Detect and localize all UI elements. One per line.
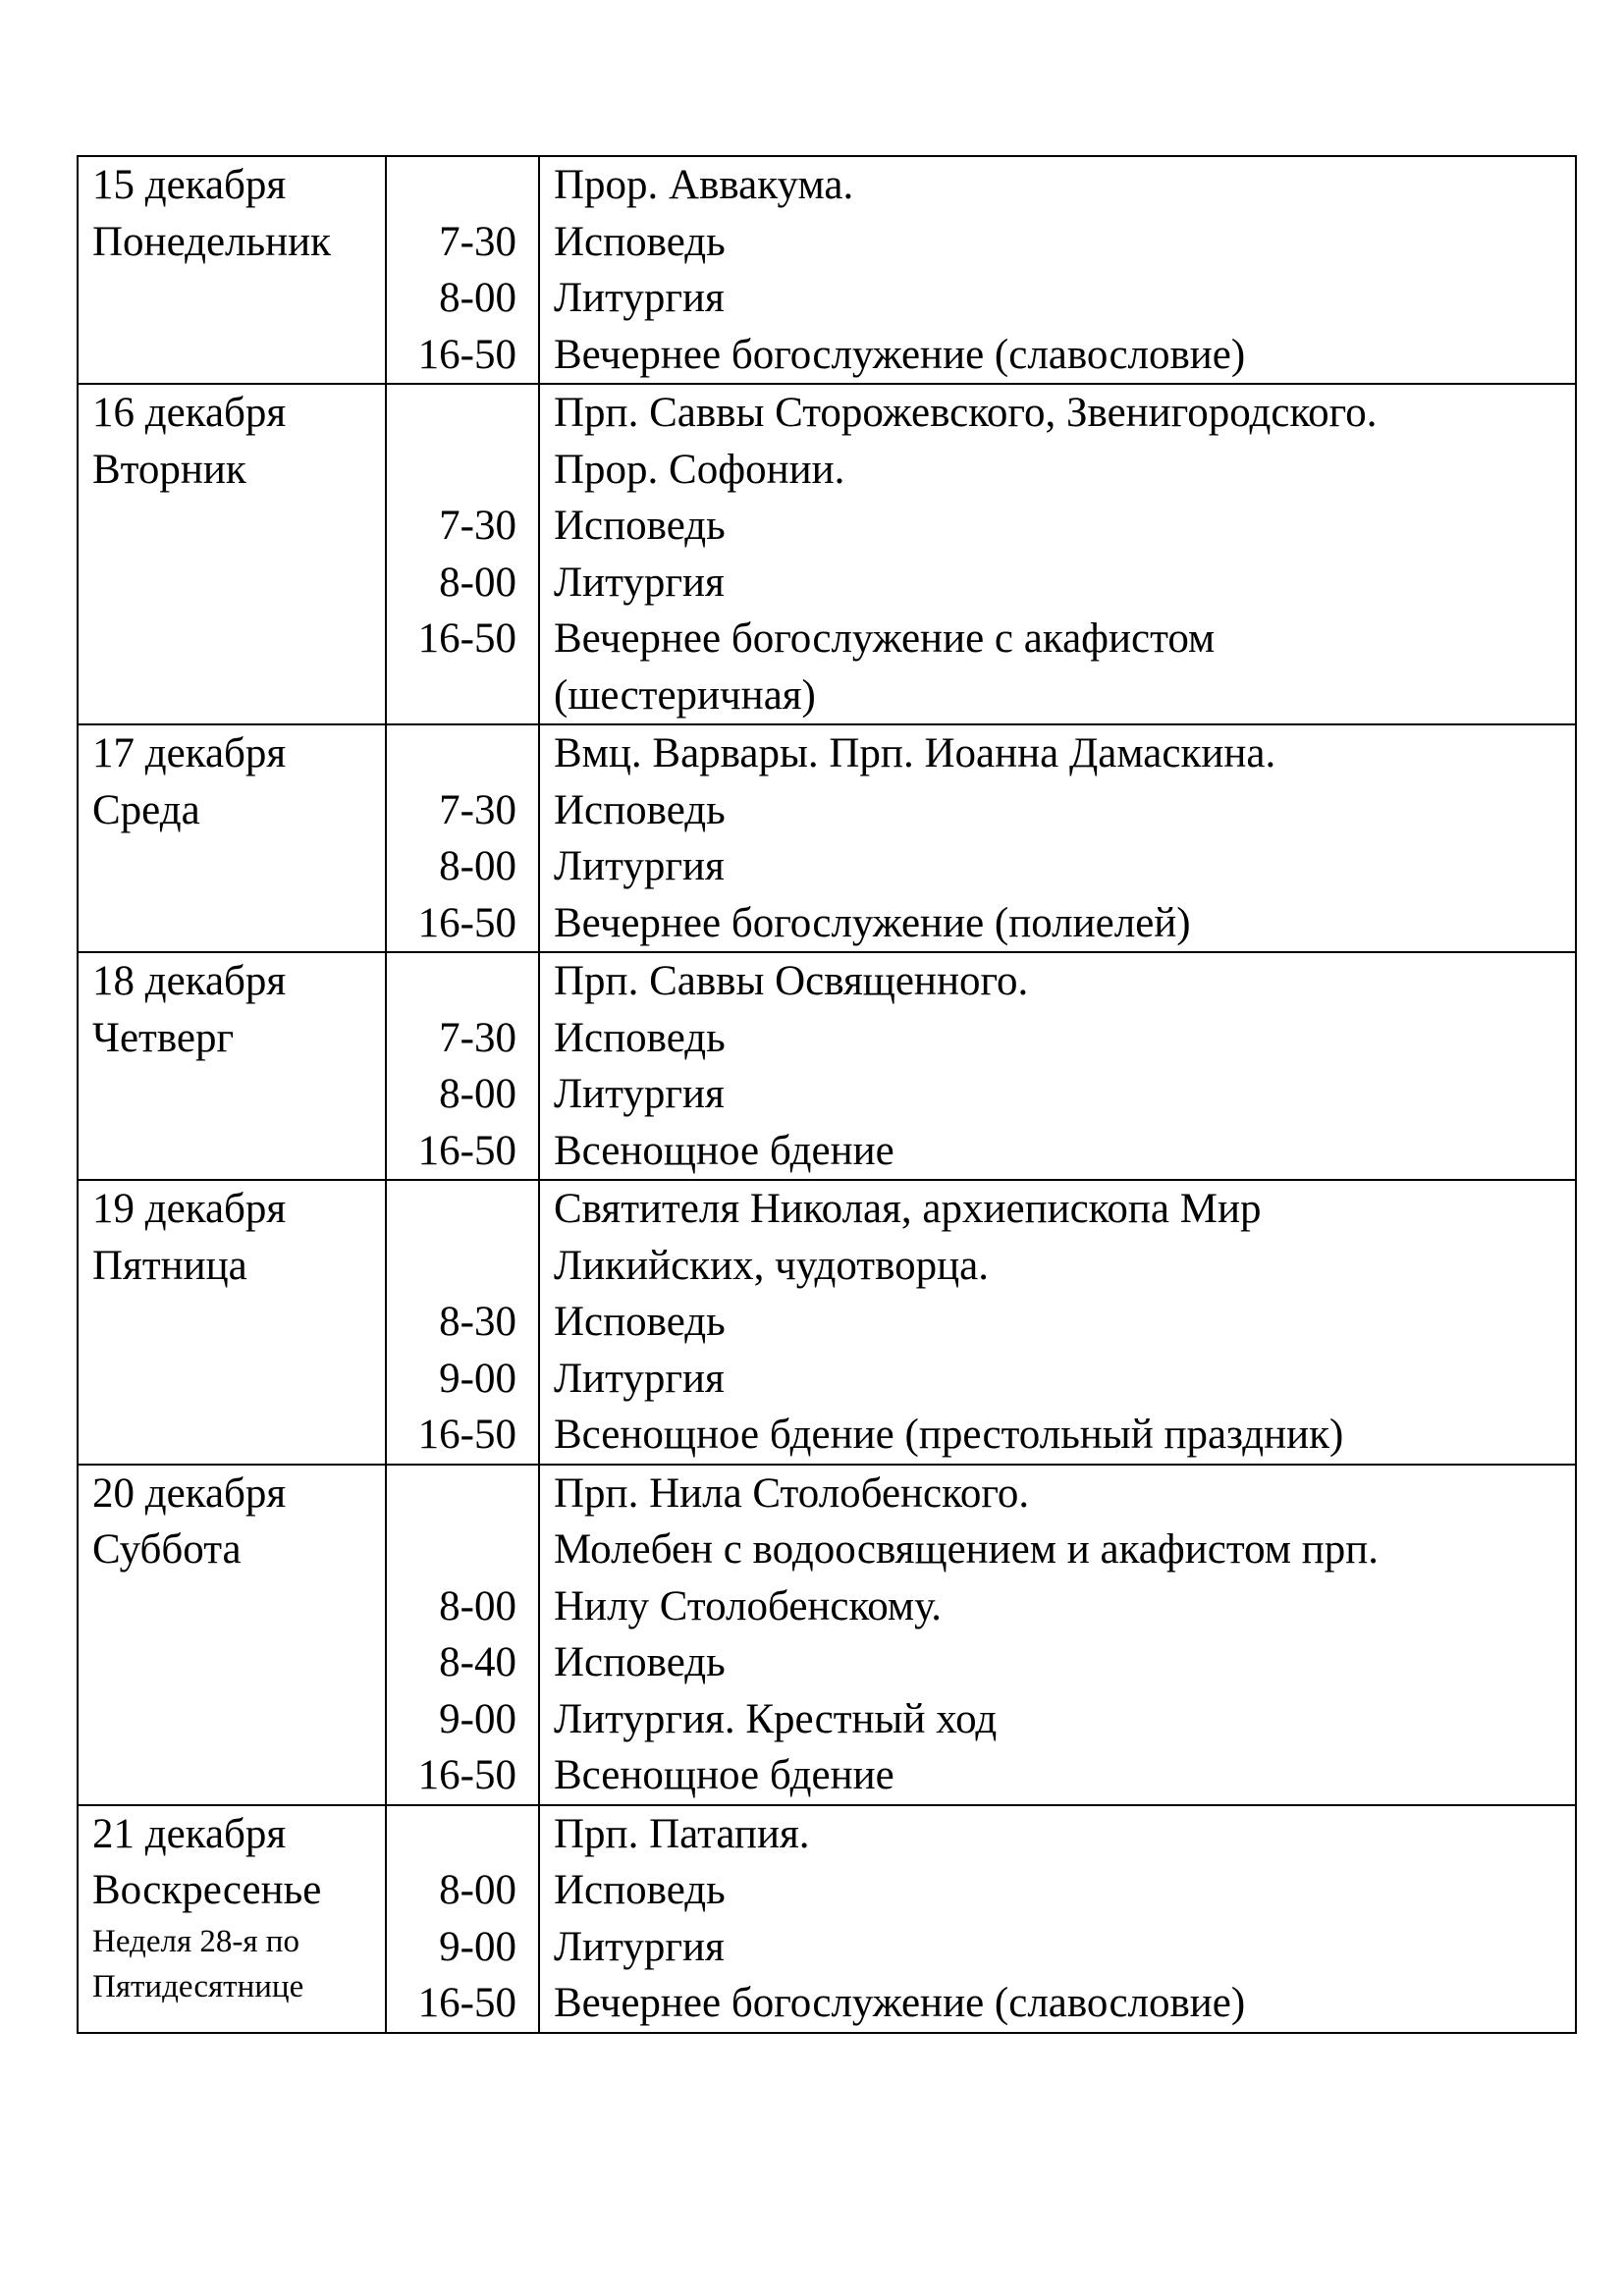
description-cell bbox=[539, 156, 1576, 384]
time-label: 7-30 bbox=[439, 786, 516, 833]
time-label bbox=[387, 157, 516, 214]
service-text: Прор. Софонии. bbox=[554, 446, 845, 493]
time-cell bbox=[386, 156, 539, 384]
time-label bbox=[387, 385, 516, 442]
date-label: 20 декабря bbox=[92, 1469, 287, 1517]
time-label: 7-30 bbox=[439, 218, 516, 265]
weekday-label: Среда bbox=[92, 786, 200, 833]
time-label: 9-00 bbox=[439, 1923, 516, 1970]
time-label bbox=[387, 1181, 516, 1238]
service-text: Ликийских, чудотворца. bbox=[554, 1242, 989, 1289]
service-text: Вечернее богослужение (славословие) bbox=[554, 331, 1246, 378]
date-label: 15 декабря bbox=[92, 162, 287, 208]
time-label: 9-00 bbox=[439, 1355, 516, 1402]
schedule-row bbox=[78, 384, 1576, 724]
weekday-label: Четверг bbox=[92, 1014, 235, 1061]
time-label: 8-00 bbox=[439, 1071, 516, 1117]
date-label: 21 декабря bbox=[92, 1810, 287, 1857]
time-label: 16-50 bbox=[417, 1752, 516, 1798]
time-label bbox=[387, 1238, 516, 1295]
description-cell bbox=[539, 1180, 1576, 1465]
time-cell bbox=[386, 724, 539, 952]
description-cell bbox=[539, 724, 1576, 952]
service-text: Литургия bbox=[554, 275, 725, 321]
time-label: 8-30 bbox=[439, 1299, 516, 1345]
time-label: 8-00 bbox=[439, 559, 516, 606]
service-text: Прп. Нила Столобенского. bbox=[554, 1469, 1030, 1517]
time-label: 16-50 bbox=[417, 1412, 516, 1458]
service-text: Исповедь bbox=[554, 1014, 726, 1061]
time-label bbox=[387, 1466, 516, 1522]
time-cell bbox=[386, 952, 539, 1180]
time-label bbox=[387, 1522, 516, 1578]
service-text: Святителя Николая, архиепископа Мир bbox=[554, 1186, 1262, 1232]
service-text: Нилу Столобенскому. bbox=[554, 1582, 943, 1629]
date-cell bbox=[78, 156, 386, 384]
schedule-row bbox=[78, 952, 1576, 1180]
time-label bbox=[387, 667, 516, 724]
service-text: Вечернее богослужение с акафистом bbox=[554, 615, 1216, 662]
service-text: Прп. Саввы Сторожевского, Звенигородского. bbox=[554, 390, 1378, 436]
time-label: 16-50 bbox=[417, 1127, 516, 1174]
time-label: 16-50 bbox=[417, 899, 516, 946]
date-cell bbox=[78, 952, 386, 1180]
time-cell bbox=[386, 384, 539, 724]
service-text: Исповедь bbox=[554, 1867, 726, 1913]
service-text: Прп. Саввы Освященного. bbox=[554, 958, 1029, 1004]
time-label: 8-00 bbox=[439, 1582, 516, 1629]
schedule-row bbox=[78, 1805, 1576, 2033]
service-text: Исповедь bbox=[554, 218, 726, 265]
time-label bbox=[387, 1806, 516, 1863]
service-text: Прп. Патапия. bbox=[554, 1810, 810, 1857]
service-text: Прор. Аввакума. bbox=[554, 162, 854, 208]
service-text: Литургия bbox=[554, 1923, 725, 1970]
description-cell bbox=[539, 384, 1576, 724]
time-cell bbox=[386, 1180, 539, 1465]
time-label: 7-30 bbox=[439, 503, 516, 549]
date-cell bbox=[78, 1465, 386, 1805]
schedule-table bbox=[77, 155, 1577, 2034]
schedule-row bbox=[78, 1180, 1576, 1465]
schedule-row bbox=[78, 1465, 1576, 1805]
service-text: Вечернее богослужение (славословие) bbox=[554, 1980, 1246, 2026]
service-text: Исповедь bbox=[554, 1299, 726, 1345]
date-cell bbox=[78, 384, 386, 724]
service-text: Литургия bbox=[554, 559, 725, 606]
weekday-label: Суббота bbox=[92, 1526, 242, 1573]
date-label: 18 декабря bbox=[92, 958, 287, 1004]
schedule-row bbox=[78, 724, 1576, 952]
service-text: Всенощное бдение bbox=[554, 1752, 894, 1798]
date-label: 16 декабря bbox=[92, 390, 287, 436]
service-text: Литургия bbox=[554, 1071, 725, 1117]
service-text: Молебен с водоосвящением и акафистом прп. bbox=[554, 1526, 1379, 1573]
sunday-note-line: Пятидесятнице bbox=[92, 1968, 304, 2004]
sunday-note-line: Неделя 28-я по bbox=[92, 1923, 299, 1959]
service-text: Вмц. Варвары. Прп. Иоанна Дамаскина. bbox=[554, 730, 1276, 776]
weekday-label: Вторник bbox=[92, 446, 246, 493]
time-label bbox=[387, 953, 516, 1010]
time-label: 16-50 bbox=[417, 615, 516, 662]
weekday-label: Воскресенье bbox=[92, 1867, 322, 1913]
service-text: Исповедь bbox=[554, 1639, 726, 1685]
date-cell bbox=[78, 724, 386, 952]
time-label: 8-00 bbox=[439, 1867, 516, 1913]
time-label: 8-00 bbox=[439, 275, 516, 321]
time-label: 7-30 bbox=[439, 1014, 516, 1061]
schedule-row bbox=[78, 156, 1576, 384]
service-text: Исповедь bbox=[554, 786, 726, 833]
date-label: 17 декабря bbox=[92, 730, 287, 776]
service-text: Литургия bbox=[554, 1355, 725, 1402]
description-cell bbox=[539, 1805, 1576, 2033]
service-text: Литургия bbox=[554, 843, 725, 889]
description-cell bbox=[539, 1465, 1576, 1805]
weekday-label: Понедельник bbox=[92, 218, 332, 265]
schedule-body bbox=[78, 156, 1576, 2033]
time-label: 16-50 bbox=[417, 331, 516, 378]
time-cell bbox=[386, 1805, 539, 2033]
date-cell bbox=[78, 1180, 386, 1465]
service-text: Всенощное бдение (престольный праздник) bbox=[554, 1412, 1344, 1458]
time-label: 8-00 bbox=[439, 843, 516, 889]
service-text: Вечернее богослужение (полиелей) bbox=[554, 899, 1191, 946]
date-label: 19 декабря bbox=[92, 1186, 287, 1232]
description-cell bbox=[539, 952, 1576, 1180]
time-label: 16-50 bbox=[417, 1980, 516, 2026]
time-cell bbox=[386, 1465, 539, 1805]
time-label: 8-40 bbox=[439, 1639, 516, 1685]
date-cell bbox=[78, 1805, 386, 2033]
service-text: (шестеричная) bbox=[554, 671, 816, 719]
time-label bbox=[387, 442, 516, 499]
time-label: 9-00 bbox=[439, 1695, 516, 1742]
time-label bbox=[387, 725, 516, 782]
sunday-note bbox=[92, 1919, 385, 2009]
service-text: Литургия. Крестный ход bbox=[554, 1695, 998, 1742]
weekday-label: Пятница bbox=[92, 1242, 247, 1289]
service-text: Всенощное бдение bbox=[554, 1127, 894, 1174]
service-text: Исповедь bbox=[554, 503, 726, 549]
